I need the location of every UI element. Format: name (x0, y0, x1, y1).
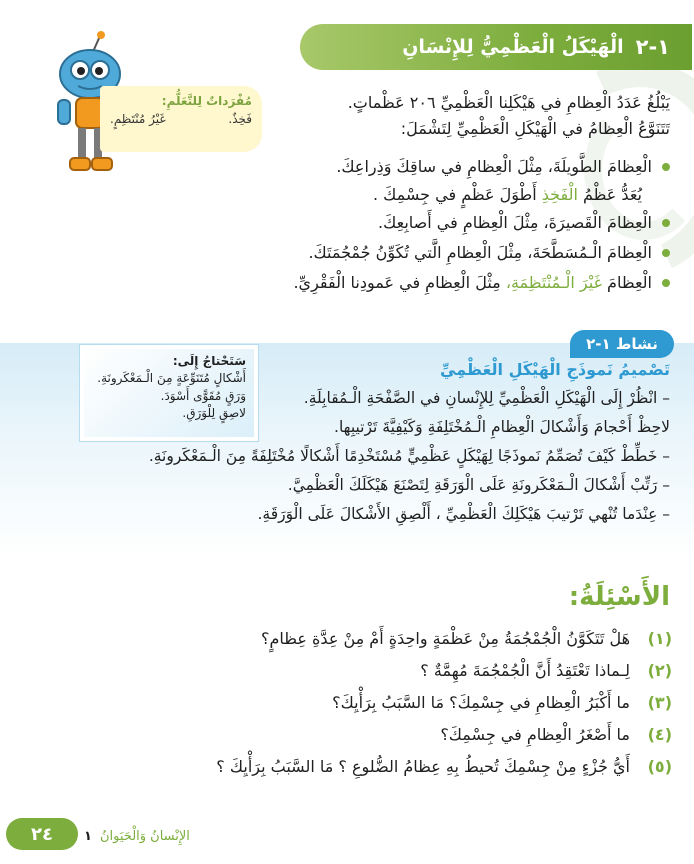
question-text: هَلْ تَتَكَوَّنُ الْجُمْجُمَةُ مِنْ عَظْمَةٍ واحِدَةٍ أَمْ مِنْ عِدَّةِ عِظامٍ؟ (261, 628, 630, 648)
question-item (152, 654, 672, 686)
materials-heading: سَتَحْتاجُ إِلَى: (172, 354, 246, 368)
bullet-dot (662, 279, 670, 287)
question-number: (٢) (647, 660, 672, 680)
materials-item: وَرَقٍ مُقَوًّى أَسْوَدَ. (160, 388, 246, 403)
activity-step: – رَتِّبْ أَشْكالَ الْـمَعْكَرونَةِ عَلَى الْوَرَقَةِ لِتَصْنَعَ هَيْكَلَكَ الْعَظْمِيَّ. (287, 476, 670, 494)
question-number: (٤) (647, 724, 672, 744)
bullet-text: يُعَدُّ عَظْمُ (583, 185, 642, 204)
question-number: (٣) (647, 692, 672, 712)
vocab-word-irregular: غَيْرُ مُنْتَظِمٍ. (110, 112, 166, 126)
vocab-word-femur: فَخِذٌ. (228, 112, 252, 126)
question-number: (١) (647, 628, 672, 648)
activity-step: – خَطِّطْ كَيْفَ تُصَمِّمُ نَموذَجًا لِهَيْكَلٍ عَظْمِيٍّ مُسْتَخْدِمًا أَشْكالًا مُخْتَلِفَةً مِنَ الْـمَعْكَرونَةِ. (148, 447, 670, 465)
vocab-box (100, 86, 262, 152)
page-number: ٢٤ (6, 818, 78, 850)
activity-steps (30, 384, 670, 529)
unit-number: ١ (84, 829, 92, 844)
list-item (190, 152, 670, 182)
questions-list (152, 622, 672, 782)
list-item (190, 268, 670, 298)
activity-step: – انْظُرْ إِلَى الْهَيْكَلِ الْعَظْمِيِّ لِلإِنْسانِ في الصَّفْحَةِ الْـمُقابِلَةِ. (303, 389, 670, 407)
materials-item: لاصِقٍ لِلْوَرَقِ. (182, 406, 246, 421)
bullet-text: الْعِظامَ الْـمُسَطَّحَةَ، مِثْلَ الْعِظامِ الَّتي تُكَوِّنُ جُمْجُمَتَكَ. (308, 243, 652, 262)
bullet-text: الْعِظامَ الْقَصيرَةَ، مِثْلَ الْعِظامِ في أَصابِعِكَ. (378, 213, 652, 232)
activity-title: تَصْميمُ نَموذَجِ الْهَيْكَلِ الْعَظْمِيِّ (440, 360, 670, 379)
lesson-title: الْهَيْكَلُ الْعَظْمِيُّ لِلإِنْسَانِ (402, 36, 624, 58)
list-item-sub (190, 182, 670, 208)
bullet-dot (662, 219, 670, 227)
questions-heading: الأَسْئِلَةُ: (568, 582, 670, 612)
bone-types-list (190, 152, 670, 298)
vocab-heading: مُفْرَداتٌ لِلتَّعَلُّمِ: (161, 94, 252, 108)
bullet-text: الْعِظامَ (607, 273, 652, 292)
lesson-number: ١-٢ (635, 35, 670, 59)
question-text: أَيُّ جُزْءٍ مِنْ جِسْمِكَ تُحيطُ بِهِ عِظامُ الضُّلوعِ ؟ مَا السَّبَبُ بِرَأْيِكَ ؟ (216, 756, 630, 776)
question-item (152, 750, 672, 782)
materials-item: أَشْكالٍ مُتَنَوِّعَةٍ مِنَ الْـمَعْكَرونَةِ. (97, 371, 246, 386)
lesson-title-bar (300, 24, 692, 70)
list-item (190, 238, 670, 268)
question-text: ما أَكْبَرُ الْعِظامِ في جِسْمِكَ؟ مَا السَّبَبُ بِرَأْيِكَ؟ (332, 692, 630, 712)
page-footer (0, 818, 694, 864)
intro-line-2: تَتَنَوَّعُ الْعِظامُ في الْهَيْكَلِ الْعَظْمِيِّ لِتَشْمَلَ: (400, 119, 670, 138)
question-item (152, 718, 672, 750)
highlight-term: الْفَخِذِ (541, 185, 578, 204)
bullet-text: أَطْوَلَ عَظْمٍ في جِسْمِكَ . (372, 185, 537, 204)
unit-name: الإِنْسانُ وَالْحَيَوانُ (100, 829, 190, 844)
bullet-dot (662, 249, 670, 257)
activity-step: – عِنْدَما تُنْهي تَرْتيبَ هَيْكَلِكَ الْعَظْمِيِّ ، أَلْصِقِ الأَشْكالَ عَلَى الْوَرَقَةِ. (257, 505, 670, 523)
activity-step: لاحِظْ أَحْجامَ وَأَشْكالَ الْعِظامِ الْـمُخْتَلِفَةِ وَكَيْفِيَّةَ تَرْتيبِها. (334, 418, 670, 436)
question-text: لِـماذا تَعْتَقِدُ أَنَّ الْجُمْجُمَةَ مُهِمَّةٌ ؟ (420, 660, 630, 680)
bullet-text: مِثْلَ الْعِظامِ في عَمودِنا الْفَقْرِيِّ. (293, 273, 501, 292)
intro-line-1: يَبْلُغُ عَدَدُ الْعِظامِ في هَيْكَلِنا الْعَظْمِيِّ ٢٠٦ عَظْماتٍ. (347, 93, 670, 112)
list-item (190, 208, 670, 238)
question-text: ما أَصْغَرُ الْعِظامِ في جِسْمِكَ؟ (440, 724, 630, 744)
question-item (152, 622, 672, 654)
highlight-term: غَيْرَ الْـمُنْتَظِمَةِ، (505, 273, 602, 292)
bullet-dot (662, 163, 670, 171)
intro-text (250, 90, 670, 142)
bullet-text: الْعِظامَ الطَّويلَةَ، مِثْلَ الْعِظامِ في ساقِكَ وَذِراعِكَ. (336, 157, 652, 176)
question-item (152, 686, 672, 718)
question-number: (٥) (647, 756, 672, 776)
activity-tab: نشاط ١-٢ (570, 330, 674, 358)
